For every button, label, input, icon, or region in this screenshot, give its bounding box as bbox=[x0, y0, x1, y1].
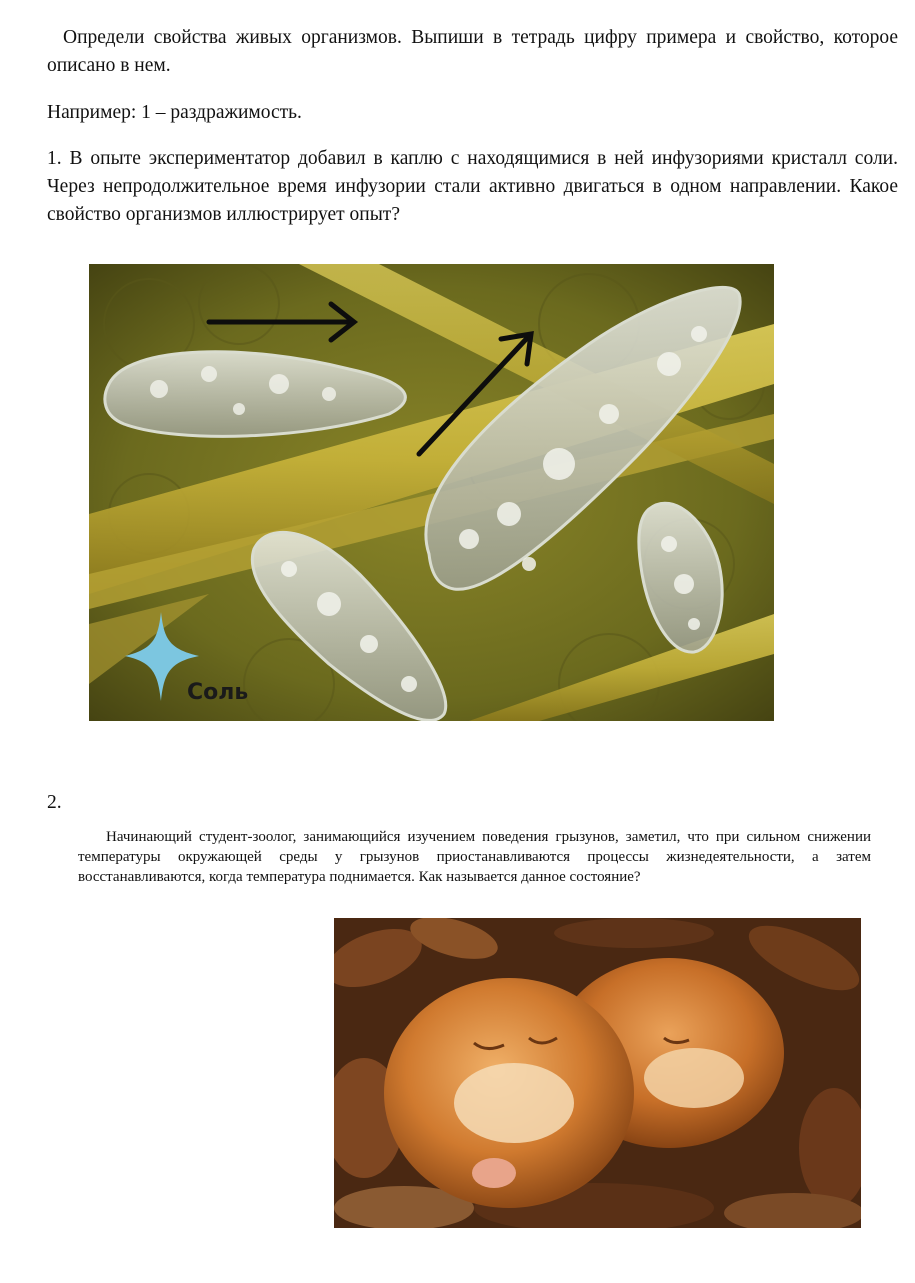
example-text: Например: 1 – раздражимость. bbox=[47, 102, 302, 123]
salt-label: Соль bbox=[187, 680, 249, 705]
ciliates-illustration bbox=[89, 264, 774, 721]
question-2-text: Начинающий студент-зоолог, занимающийся изучением поведения грызунов, заметил, что при сильном снижении температуры окружающей среды у грызунов приостанавливаются процессы жизнедеятельности, а затем восстанавливаются, когда температура поднимается. Как называется данное состояние? bbox=[78, 829, 871, 885]
dormouse-left bbox=[384, 978, 634, 1208]
question-2-number: 2. bbox=[47, 792, 62, 813]
instructions-text: Определи свойства живых организмов. Выпиши в тетрадь цифру примера и свойство, которое описано в нем. bbox=[47, 27, 898, 76]
question-1-text: 1. В опыте экспериментатор добавил в каплю с находящимися в ней инфузориями кристалл соли. Через непродолжительное время инфузории стали активно двигаться в одном направлении. Какое свойство организмов иллюстрирует опыт? bbox=[47, 148, 898, 225]
hibernating-dormice-photo bbox=[334, 918, 861, 1228]
